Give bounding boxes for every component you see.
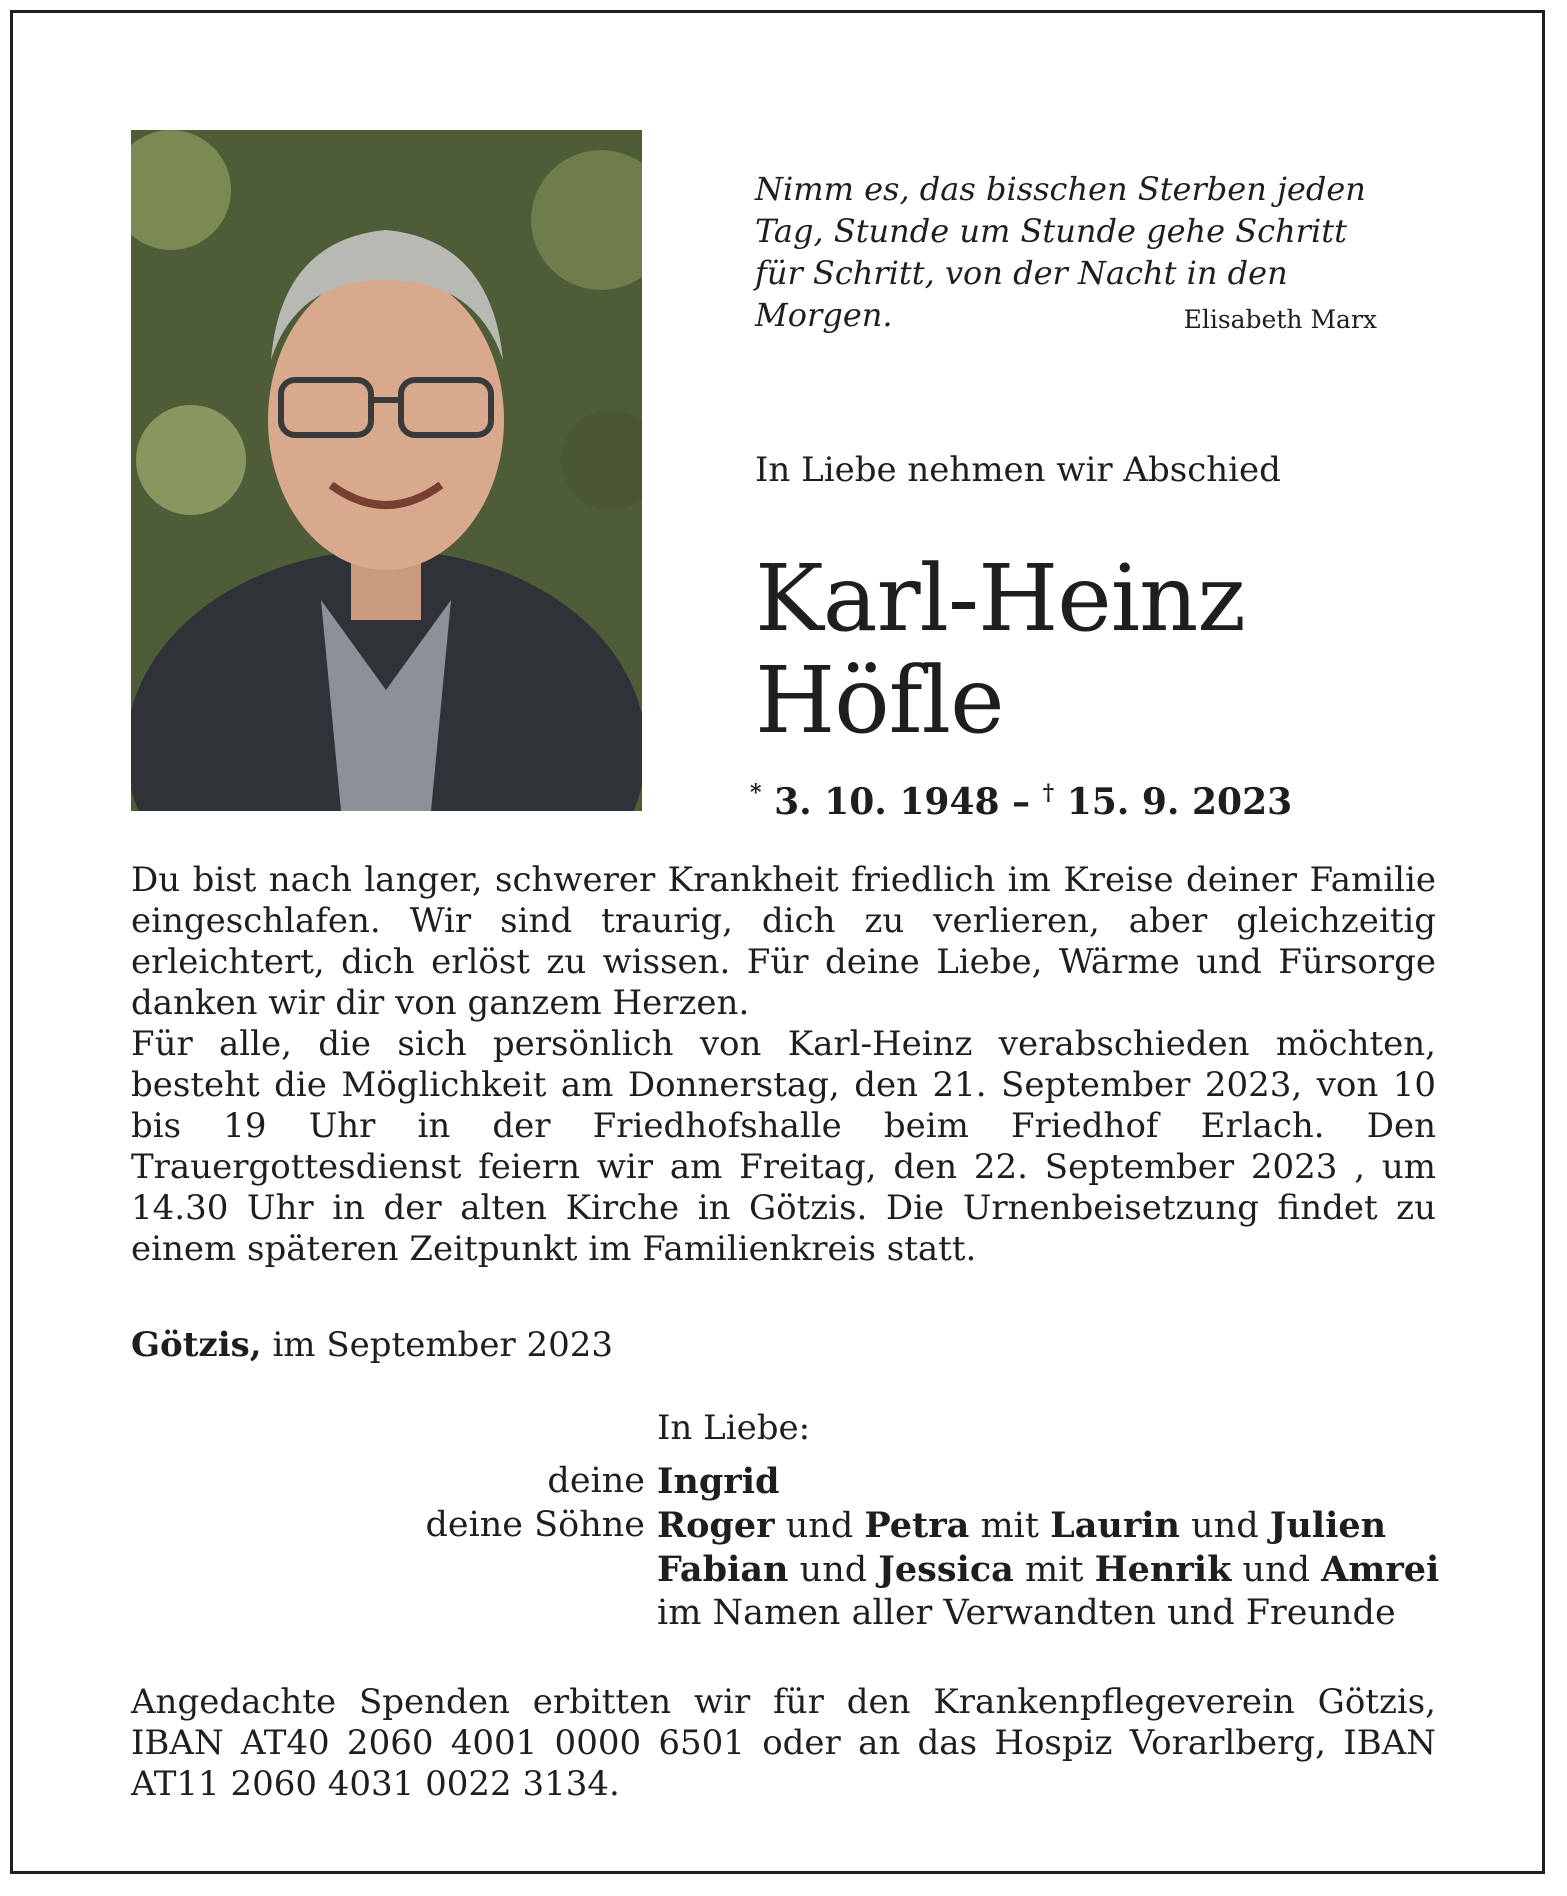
- family-row-wife: [300, 1460, 1439, 1504]
- family-closing: im Namen aller Verwandten und Freunde: [657, 1593, 1396, 1633]
- son1-child2: Julien: [1269, 1505, 1387, 1546]
- conj-mit: mit: [1024, 1550, 1084, 1590]
- place-date: im September 2023: [272, 1325, 614, 1365]
- son2-name: Fabian: [657, 1549, 789, 1590]
- life-dates: [750, 780, 1292, 823]
- family-list: [300, 1460, 1439, 1635]
- birth-date: 3. 10. 1948: [774, 781, 1000, 823]
- body-paragraph-1: Du bist nach langer, schwerer Krankheit friedlich im Kreise deiner Familie eingeschlafen. Wir sind traurig, dich zu verlieren, aber gleichzeitig erleichtert, dich erlöst zu wissen. Für deine Liebe, Wärme und Fürsorge danken wir dir von ganzem Herzen.: [131, 860, 1436, 1023]
- place-town: Götzis,: [131, 1325, 262, 1365]
- son1-name: Roger: [657, 1505, 775, 1546]
- conj-und: und: [799, 1550, 868, 1590]
- quote-author: Elisabeth Marx: [1183, 305, 1377, 334]
- son1-partner: Petra: [864, 1505, 970, 1546]
- son1-child1: Laurin: [1050, 1505, 1180, 1546]
- last-name: Höfle: [755, 647, 1004, 754]
- wife-name: Ingrid: [657, 1461, 780, 1502]
- conj-und: und: [1242, 1550, 1310, 1590]
- body-paragraph-2: Für alle, die sich persönlich von Karl-Heinz verabschieden möchten, besteht die Möglichkeit am Donnerstag, den 21. September 2023, von 10 bis 19 Uhr in der Friedhofshalle beim Friedhof Erlach. Den Trauergottesdienst feiern wir am Freitag, den 22. September 2023 , um 14.30 Uhr in der alten Kirche in Götzis. Die Urnenbeisetzung findet zu einem späteren Zeitpunkt im Familienkreis statt.: [131, 1024, 1436, 1269]
- memorial-quote: Nimm es, das bisschen Sterben jeden Tag, Stunde um Stunde gehe Schritt für Schritt, von der Nacht in den Morgen.: [755, 170, 1366, 334]
- birth-symbol: *: [750, 780, 762, 806]
- farewell-intro: In Liebe nehmen wir Abschied: [755, 450, 1281, 490]
- date-dash: –: [1012, 781, 1031, 823]
- family-row-son2: [300, 1548, 1439, 1592]
- family-intro: In Liebe:: [657, 1408, 811, 1448]
- place-date-line: [131, 1325, 613, 1365]
- portrait-image: [131, 130, 642, 811]
- death-date: 15. 9. 2023: [1066, 781, 1293, 823]
- conj-mit: mit: [980, 1506, 1039, 1546]
- family-row-son1: [300, 1504, 1439, 1548]
- son2-child1: Henrik: [1094, 1549, 1232, 1590]
- portrait-photo: [131, 130, 642, 811]
- first-name: Karl-Heinz: [755, 545, 1245, 652]
- wife-label: deine: [547, 1461, 645, 1501]
- conj-und: und: [1191, 1506, 1259, 1546]
- donation-request: Angedachte Spenden erbitten wir für den Krankenpflegeverein Götzis, IBAN AT40 2060 4001 0000 6501 oder an das Hospiz Vorarlberg, IBAN AT11 2060 4031 0022 3134.: [131, 1682, 1436, 1804]
- conj-und: und: [785, 1506, 854, 1546]
- deceased-name: [755, 545, 1245, 754]
- son2-partner: Jessica: [878, 1549, 1014, 1590]
- sons-label: deine Söhne: [425, 1505, 645, 1545]
- family-row-closing: [300, 1592, 1439, 1635]
- notice-body: [131, 860, 1436, 1270]
- son2-child2: Amrei: [1321, 1549, 1440, 1590]
- death-symbol: †: [1042, 780, 1055, 806]
